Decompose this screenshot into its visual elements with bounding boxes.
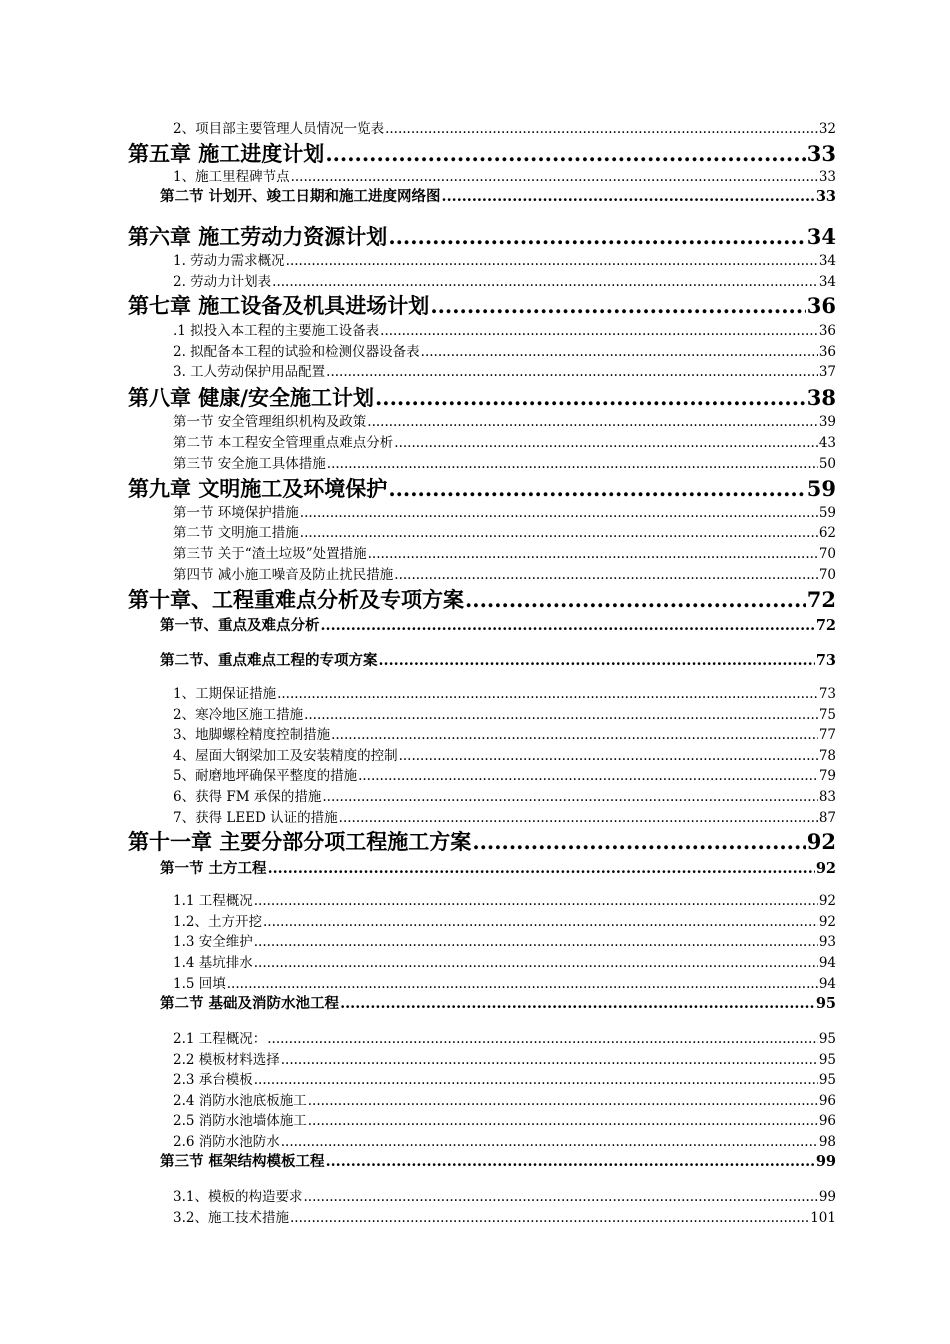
dot-leader — [281, 1052, 818, 1068]
dot-leader — [465, 587, 806, 612]
toc-entry-title: 5、耐磨地坪确保平整度的措施 — [173, 768, 358, 784]
dot-leader — [326, 1153, 815, 1170]
toc-entry-title: 第五章 施工进度计划 — [128, 141, 325, 166]
toc-entry-title: 1. 劳动力需求概况 — [173, 253, 285, 269]
toc-entry-item[interactable] — [173, 910, 836, 930]
dot-leader — [388, 476, 805, 501]
toc-entry-title: 第十一章 主要分部分项工程施工方案 — [128, 829, 472, 854]
toc-entry-title: 第二节 计划开、竣工日期和施工进度网络图 — [160, 188, 441, 205]
dot-leader — [394, 435, 818, 451]
toc-entry-chapter[interactable] — [128, 221, 836, 251]
toc-entry-page-number: 78 — [818, 748, 836, 764]
toc-entry-title: 3.1、模板的构造要求 — [173, 1189, 303, 1205]
toc-entry-page-number: 33 — [815, 188, 836, 205]
toc-entry-chapter[interactable] — [128, 138, 836, 168]
toc-entry-item[interactable] — [173, 682, 836, 702]
toc-entry-item[interactable] — [173, 744, 836, 764]
dot-leader — [300, 505, 818, 521]
dot-leader — [322, 789, 817, 805]
dot-leader — [286, 253, 818, 269]
dot-leader — [308, 1113, 818, 1129]
toc-entry-item[interactable] — [173, 1206, 836, 1226]
toc-entry-title: .1 拟投入本工程的主要施工设备表 — [173, 323, 380, 339]
toc-entry-page-number: 43 — [818, 435, 836, 451]
toc-entry-item[interactable] — [173, 340, 836, 360]
toc-entry-page-number: 75 — [818, 707, 836, 723]
toc-entry-item[interactable] — [173, 1048, 836, 1068]
dot-leader — [421, 344, 818, 360]
toc-entry-title: 1.2、土方开挖 — [173, 914, 262, 930]
toc-entry-page-number: 34 — [818, 253, 836, 269]
toc-entry-section[interactable] — [160, 992, 836, 1013]
toc-entry-page-number: 70 — [818, 567, 836, 583]
toc-entry-page-number: 101 — [810, 1210, 836, 1226]
toc-entry-page-number: 39 — [818, 414, 836, 430]
toc-entry-title: 第九章 文明施工及环境保护 — [128, 476, 388, 501]
toc-entry-title: 1、施工里程碑节点 — [173, 169, 290, 185]
toc-entry-item[interactable] — [173, 1027, 836, 1047]
toc-entry-title: 第二节 基础及消防水池工程 — [160, 995, 340, 1012]
toc-entry-page-number: 95 — [818, 1052, 836, 1068]
toc-entry-title: 2、项目部主要管理人员情况一览表 — [173, 121, 385, 137]
toc-entry-item[interactable] — [173, 410, 836, 430]
toc-entry-page-number: 36 — [818, 323, 836, 339]
toc-entry-title: 第三节 关于“渣土垃圾”处置措施 — [173, 546, 367, 562]
toc-entry-item[interactable] — [173, 806, 836, 826]
dot-leader — [327, 456, 818, 472]
toc-entry-page-number: 33 — [818, 169, 836, 185]
toc-entry-page-number: 87 — [818, 810, 836, 826]
toc-entry-chapter[interactable] — [128, 826, 836, 856]
dot-leader — [442, 188, 815, 205]
toc-entry-title: 7、获得 LEED 认证的措施 — [173, 810, 338, 826]
toc-entry-item[interactable] — [173, 563, 836, 583]
toc-entry-title: 2.3 承台模板 — [173, 1072, 253, 1088]
dot-leader — [300, 525, 818, 541]
toc-entry-page-number: 96 — [818, 1093, 836, 1109]
toc-entry-item[interactable] — [173, 889, 836, 909]
dot-leader — [331, 727, 818, 743]
toc-entry-item[interactable] — [173, 165, 836, 185]
toc-entry-section[interactable] — [160, 614, 836, 635]
toc-entry-title: 6、获得 FM 承保的措施 — [173, 789, 322, 805]
dot-leader — [308, 1093, 818, 1109]
toc-entry-title: 2.4 消防水池底板施工 — [173, 1093, 307, 1109]
dot-leader — [263, 914, 818, 930]
toc-entry-page-number: 92 — [815, 860, 836, 877]
toc-entry-title: 2. 劳动力计划表 — [173, 274, 272, 290]
toc-entry-item[interactable] — [173, 360, 836, 380]
toc-entry-item[interactable] — [173, 930, 836, 950]
toc-entry-item[interactable] — [173, 249, 836, 269]
toc-entry-title: 第七章 施工设备及机具进场计划 — [128, 293, 430, 318]
dot-leader — [303, 1189, 817, 1205]
dot-leader — [375, 385, 806, 410]
toc-entry-title: 3.2、施工技术措施 — [173, 1210, 289, 1226]
toc-entry-item[interactable] — [173, 270, 836, 290]
toc-entry-page-number: 38 — [806, 385, 836, 410]
toc-entry-page-number: 62 — [818, 525, 836, 541]
toc-entry-title: 2.1 工程概况： — [173, 1031, 267, 1047]
toc-entry-title: 第一节 土方工程 — [160, 860, 267, 877]
toc-entry-title: 2. 拟配备本工程的试验和检测仪器设备表 — [173, 344, 420, 360]
toc-entry-page-number: 92 — [806, 829, 836, 854]
dot-leader — [254, 934, 818, 950]
toc-entry-page-number: 96 — [818, 1113, 836, 1129]
toc-entry-item[interactable] — [173, 117, 836, 137]
toc-entry-page-number: 70 — [818, 546, 836, 562]
toc-entry-page-number: 59 — [818, 505, 836, 521]
toc-entry-item[interactable] — [173, 1068, 836, 1088]
toc-entry-page-number: 98 — [818, 1134, 836, 1150]
toc-entry-title: 第一节 安全管理组织机构及政策 — [173, 414, 367, 430]
dot-leader — [380, 323, 818, 339]
toc-entry-title: 4、屋面大钢梁加工及安装精度的控制 — [173, 748, 398, 764]
toc-entry-page-number: 37 — [818, 364, 836, 380]
dot-leader — [291, 169, 818, 185]
toc-entry-title: 第三节 安全施工具体措施 — [173, 456, 326, 472]
toc-entry-item[interactable] — [173, 723, 836, 743]
toc-entry-chapter[interactable] — [128, 473, 836, 503]
toc-entry-page-number: 92 — [818, 914, 836, 930]
dot-leader — [340, 995, 815, 1012]
toc-entry-item[interactable] — [173, 785, 836, 805]
toc-entry-title: 1、工期保证措施 — [173, 686, 277, 702]
dot-leader — [277, 686, 818, 702]
dot-leader — [321, 617, 815, 634]
toc-entry-title: 第二节 文明施工措施 — [173, 525, 299, 541]
toc-entry-page-number: 36 — [818, 344, 836, 360]
toc-entry-page-number: 73 — [818, 686, 836, 702]
dot-leader — [472, 829, 805, 854]
dot-leader — [290, 1210, 809, 1226]
toc-entry-section[interactable] — [160, 857, 836, 878]
toc-entry-item[interactable] — [173, 319, 836, 339]
toc-entry-page-number: 34 — [818, 274, 836, 290]
dot-leader — [358, 768, 818, 784]
toc-entry-item[interactable] — [173, 951, 836, 971]
toc-entry-section[interactable] — [160, 185, 836, 206]
toc-entry-page-number: 94 — [818, 976, 836, 992]
toc-entry-title: 1.3 安全维护 — [173, 934, 253, 950]
toc-entry-title: 1.4 基坑排水 — [173, 955, 253, 971]
toc-entry-item[interactable] — [173, 521, 836, 541]
toc-entry-chapter[interactable] — [128, 290, 836, 320]
dot-leader — [399, 748, 818, 764]
toc-entry-page-number: 72 — [806, 587, 836, 612]
toc-entry-page-number: 95 — [818, 1072, 836, 1088]
toc-entry-page-number: 34 — [806, 224, 836, 249]
toc-entry-title: 3. 工人劳动保护用品配置 — [173, 364, 326, 380]
dot-leader — [254, 893, 818, 909]
toc-entry-section[interactable] — [160, 649, 836, 670]
dot-leader — [325, 141, 805, 166]
dot-leader — [281, 1134, 818, 1150]
dot-leader — [254, 1072, 818, 1088]
toc-entry-item[interactable] — [173, 542, 836, 562]
dot-leader — [339, 810, 818, 826]
toc-entry-title: 1.1 工程概况 — [173, 893, 253, 909]
toc-entry-page-number: 94 — [818, 955, 836, 971]
toc-entry-item[interactable] — [173, 452, 836, 472]
toc-entry-title: 1.5 回填 — [173, 976, 226, 992]
toc-entry-title: 第二节 本工程安全管理重点难点分析 — [173, 435, 394, 451]
toc-entry-title: 3、地脚螺栓精度控制措施 — [173, 727, 331, 743]
toc-entry-page-number: 93 — [818, 934, 836, 950]
dot-leader — [430, 293, 805, 318]
toc-entry-item[interactable] — [173, 1109, 836, 1129]
toc-entry-item[interactable] — [173, 972, 836, 992]
dot-leader — [326, 364, 818, 380]
toc-entry-title: 第一节 环境保护措施 — [173, 505, 299, 521]
toc-entry-page-number: 77 — [818, 727, 836, 743]
toc-entry-page-number: 73 — [815, 652, 836, 669]
toc-entry-title: 第二节、重点难点工程的专项方案 — [160, 652, 378, 669]
dot-leader — [394, 567, 818, 583]
dot-leader — [304, 707, 818, 723]
toc-entry-title: 2.2 模板材料选择 — [173, 1052, 280, 1068]
toc-entry-page-number: 79 — [818, 768, 836, 784]
dot-leader — [272, 274, 818, 290]
toc-entry-page-number: 83 — [818, 789, 836, 805]
toc-entry-title: 第四节 减小施工噪音及防止扰民措施 — [173, 567, 394, 583]
dot-leader — [385, 121, 818, 137]
toc-entry-title: 2.5 消防水池墙体施工 — [173, 1113, 307, 1129]
dot-leader — [267, 1031, 818, 1047]
toc-entry-item[interactable] — [173, 1185, 836, 1205]
toc-entry-page-number: 32 — [818, 121, 836, 137]
toc-entry-item[interactable] — [173, 703, 836, 723]
toc-entry-page-number: 72 — [815, 617, 836, 634]
toc-entry-title: 2、寒冷地区施工措施 — [173, 707, 304, 723]
toc-entry-page-number: 92 — [818, 893, 836, 909]
toc-entry-page-number: 33 — [806, 141, 836, 166]
toc-entry-page-number: 36 — [806, 293, 836, 318]
toc-entry-page-number: 99 — [815, 1153, 836, 1170]
toc-entry-chapter[interactable] — [128, 382, 836, 412]
dot-leader — [368, 546, 818, 562]
toc-entry-title: 第八章 健康/安全施工计划 — [128, 385, 374, 410]
toc-entry-item[interactable] — [173, 1130, 836, 1150]
dot-leader — [367, 414, 818, 430]
toc-entry-page-number: 50 — [818, 456, 836, 472]
toc-entry-item[interactable] — [173, 1089, 836, 1109]
toc-entry-title: 第六章 施工劳动力资源计划 — [128, 224, 388, 249]
dot-leader — [379, 652, 815, 669]
toc-entry-item[interactable] — [173, 431, 836, 451]
toc-entry-section[interactable] — [160, 1150, 836, 1171]
toc-entry-title: 2.6 消防水池防水 — [173, 1134, 280, 1150]
toc-entry-title: 第一节、重点及难点分析 — [160, 617, 320, 634]
toc-entry-item[interactable] — [173, 501, 836, 521]
toc-entry-page-number: 95 — [815, 995, 836, 1012]
dot-leader — [268, 860, 815, 877]
toc-entry-item[interactable] — [173, 764, 836, 784]
toc-entry-page-number: 59 — [806, 476, 836, 501]
dot-leader — [227, 976, 818, 992]
dot-leader — [388, 224, 805, 249]
toc-entry-title: 第三节 框架结构模板工程 — [160, 1153, 325, 1170]
toc-entry-page-number: 95 — [818, 1031, 836, 1047]
toc-entry-title: 第十章、工程重难点分析及专项方案 — [128, 587, 464, 612]
toc-entry-chapter[interactable] — [128, 584, 836, 614]
dot-leader — [254, 955, 818, 971]
toc-entry-page-number: 99 — [818, 1189, 836, 1205]
